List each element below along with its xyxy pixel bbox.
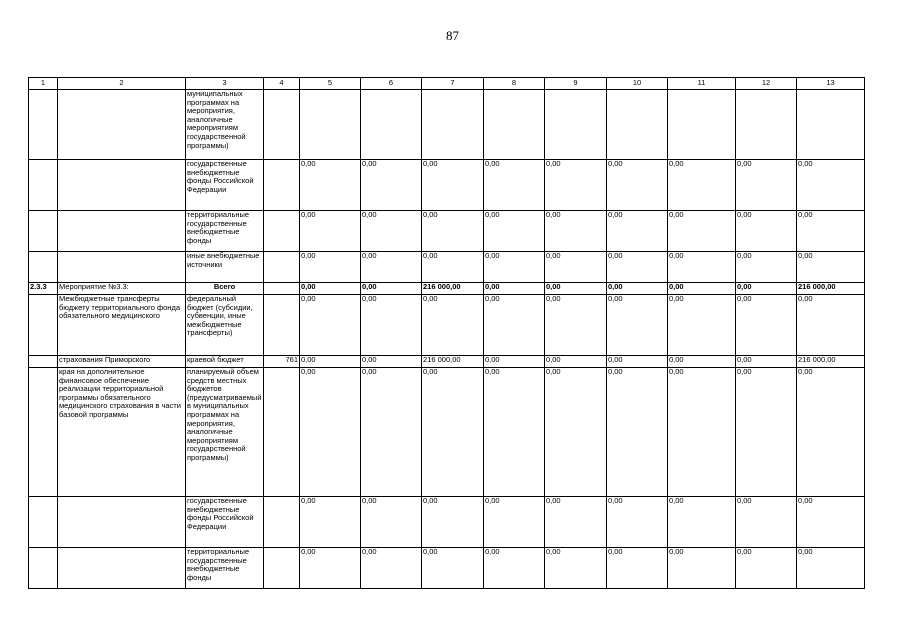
amount-cell: 0,00 <box>484 356 545 368</box>
event-name-cell: страхования Приморского <box>58 356 186 368</box>
funding-source-cell: планируемый объем средств местных бюджетов (предусматриваемый в муниципальных программах на мероприятия, аналогичные мероприятиям государственной программы) <box>186 368 264 497</box>
amount-cell: 0,00 <box>484 295 545 356</box>
row-code-cell <box>29 211 58 252</box>
amount-cell: 0,00 <box>797 160 865 211</box>
column-header: 3 <box>186 78 264 90</box>
event-name-cell <box>58 160 186 211</box>
amount-cell: 0,00 <box>545 211 607 252</box>
event-name-cell: края на дополнительное финансовое обеспечение реализации территориальной программы обязательного медицинского страхования в части базовой программы <box>58 368 186 497</box>
row-code-cell <box>29 356 58 368</box>
column-header: 5 <box>300 78 361 90</box>
amount-cell: 0,00 <box>736 368 797 497</box>
amount-cell: 0,00 <box>668 252 736 283</box>
amount-cell: 0,00 <box>545 497 607 548</box>
amount-cell: 0,00 <box>300 497 361 548</box>
amount-cell: 0,00 <box>668 548 736 589</box>
column-header: 12 <box>736 78 797 90</box>
amount-cell <box>484 90 545 160</box>
grbs-code-cell <box>264 252 300 283</box>
table-row <box>29 160 865 211</box>
amount-cell: 0,00 <box>484 160 545 211</box>
event-name-cell <box>58 90 186 160</box>
amount-cell: 0,00 <box>361 252 422 283</box>
grbs-code-cell: 761 <box>264 356 300 368</box>
event-name-cell <box>58 211 186 252</box>
amount-cell: 0,00 <box>422 252 484 283</box>
amount-cell: 0,00 <box>607 283 668 295</box>
header-row <box>29 78 865 90</box>
amount-cell: 0,00 <box>361 548 422 589</box>
table-row <box>29 90 865 160</box>
amount-cell <box>300 90 361 160</box>
table-row <box>29 356 865 368</box>
amount-cell: 0,00 <box>422 295 484 356</box>
amount-cell: 0,00 <box>361 295 422 356</box>
column-header: 8 <box>484 78 545 90</box>
amount-cell <box>607 90 668 160</box>
table-row <box>29 497 865 548</box>
amount-cell: 0,00 <box>484 211 545 252</box>
amount-cell: 216 000,00 <box>797 356 865 368</box>
amount-cell: 0,00 <box>668 295 736 356</box>
amount-cell: 0,00 <box>300 160 361 211</box>
amount-cell: 0,00 <box>300 211 361 252</box>
column-header: 6 <box>361 78 422 90</box>
amount-cell: 0,00 <box>361 368 422 497</box>
amount-cell: 0,00 <box>607 356 668 368</box>
grbs-code-cell <box>264 497 300 548</box>
amount-cell: 0,00 <box>300 295 361 356</box>
amount-cell: 0,00 <box>361 211 422 252</box>
funding-source-cell: муниципальных программах на мероприятия, аналогичные мероприятиям государственной программы) <box>186 90 264 160</box>
amount-cell: 0,00 <box>797 497 865 548</box>
grbs-code-cell <box>264 211 300 252</box>
amount-cell: 0,00 <box>545 368 607 497</box>
amount-cell: 0,00 <box>607 160 668 211</box>
row-code-cell <box>29 160 58 211</box>
amount-cell: 216 000,00 <box>422 356 484 368</box>
amount-cell: 0,00 <box>545 295 607 356</box>
column-header: 9 <box>545 78 607 90</box>
amount-cell: 0,00 <box>422 497 484 548</box>
amount-cell: 0,00 <box>545 160 607 211</box>
amount-cell: 216 000,00 <box>797 283 865 295</box>
amount-cell: 0,00 <box>668 211 736 252</box>
amount-cell: 0,00 <box>607 252 668 283</box>
amount-cell: 0,00 <box>607 211 668 252</box>
row-code-cell <box>29 497 58 548</box>
table-row <box>29 211 865 252</box>
amount-cell: 0,00 <box>797 295 865 356</box>
table-row <box>29 368 865 497</box>
column-header: 1 <box>29 78 58 90</box>
amount-cell <box>797 90 865 160</box>
grbs-code-cell <box>264 368 300 497</box>
table-row <box>29 295 865 356</box>
amount-cell: 0,00 <box>736 160 797 211</box>
amount-cell: 0,00 <box>797 252 865 283</box>
table-row <box>29 548 865 589</box>
amount-cell: 0,00 <box>736 548 797 589</box>
amount-cell: 0,00 <box>545 252 607 283</box>
funding-source-cell: государственные внебюджетные фонды Российской Федерации <box>186 497 264 548</box>
amount-cell: 0,00 <box>361 497 422 548</box>
amount-cell: 0,00 <box>607 497 668 548</box>
amount-cell: 0,00 <box>736 211 797 252</box>
amount-cell: 0,00 <box>300 356 361 368</box>
row-code-cell <box>29 90 58 160</box>
amount-cell: 0,00 <box>361 160 422 211</box>
amount-cell: 216 000,00 <box>422 283 484 295</box>
column-header: 4 <box>264 78 300 90</box>
amount-cell: 0,00 <box>300 283 361 295</box>
amount-cell: 0,00 <box>736 295 797 356</box>
amount-cell: 0,00 <box>607 368 668 497</box>
grbs-code-cell <box>264 90 300 160</box>
grbs-code-cell <box>264 160 300 211</box>
column-header: 13 <box>797 78 865 90</box>
amount-cell <box>668 90 736 160</box>
amount-cell: 0,00 <box>668 368 736 497</box>
amount-cell <box>422 90 484 160</box>
amount-cell <box>736 90 797 160</box>
page-number: 87 <box>446 28 459 43</box>
budget-table <box>28 77 865 589</box>
amount-cell: 0,00 <box>422 160 484 211</box>
funding-source-cell: территориальные государственные внебюджетные фонды <box>186 211 264 252</box>
table-row <box>29 252 865 283</box>
grbs-code-cell <box>264 548 300 589</box>
amount-cell: 0,00 <box>361 283 422 295</box>
amount-cell: 0,00 <box>736 356 797 368</box>
amount-cell: 0,00 <box>607 295 668 356</box>
amount-cell: 0,00 <box>300 252 361 283</box>
amount-cell: 0,00 <box>300 548 361 589</box>
amount-cell: 0,00 <box>545 283 607 295</box>
row-code-cell <box>29 295 58 356</box>
amount-cell: 0,00 <box>422 211 484 252</box>
row-code-cell <box>29 368 58 497</box>
event-name-cell: Межбюджетные трансферты бюджету территориального фонда обязательного медицинского <box>58 295 186 356</box>
grbs-code-cell <box>264 283 300 295</box>
table-row <box>29 283 865 295</box>
amount-cell: 0,00 <box>668 160 736 211</box>
amount-cell: 0,00 <box>736 252 797 283</box>
amount-cell: 0,00 <box>797 211 865 252</box>
amount-cell <box>545 90 607 160</box>
funding-source-cell: государственные внебюджетные фонды Российской Федерации <box>186 160 264 211</box>
funding-source-cell: федеральный бюджет (субсидии, субвенции, иные межбюджетные трансферты) <box>186 295 264 356</box>
event-name-cell <box>58 497 186 548</box>
amount-cell: 0,00 <box>668 283 736 295</box>
row-code-cell <box>29 252 58 283</box>
amount-cell: 0,00 <box>484 548 545 589</box>
funding-source-cell: иные внебюджетные источники <box>186 252 264 283</box>
funding-source-cell: Всего <box>186 283 264 295</box>
event-name-cell <box>58 252 186 283</box>
amount-cell <box>361 90 422 160</box>
amount-cell: 0,00 <box>484 283 545 295</box>
amount-cell: 0,00 <box>422 368 484 497</box>
column-header: 10 <box>607 78 668 90</box>
column-header: 11 <box>668 78 736 90</box>
amount-cell: 0,00 <box>484 368 545 497</box>
amount-cell: 0,00 <box>545 548 607 589</box>
funding-source-cell: территориальные государственные внебюджетные фонды <box>186 548 264 589</box>
amount-cell: 0,00 <box>797 548 865 589</box>
amount-cell: 0,00 <box>484 252 545 283</box>
row-code-cell <box>29 548 58 589</box>
funding-source-cell: краевой бюджет <box>186 356 264 368</box>
amount-cell: 0,00 <box>484 497 545 548</box>
amount-cell: 0,00 <box>607 548 668 589</box>
amount-cell: 0,00 <box>668 497 736 548</box>
amount-cell: 0,00 <box>668 356 736 368</box>
amount-cell: 0,00 <box>736 497 797 548</box>
event-name-cell: Мероприятие №3.3: <box>58 283 186 295</box>
amount-cell: 0,00 <box>422 548 484 589</box>
row-code-cell: 2.3.3 <box>29 283 58 295</box>
column-header: 7 <box>422 78 484 90</box>
amount-cell: 0,00 <box>797 368 865 497</box>
grbs-code-cell <box>264 295 300 356</box>
amount-cell: 0,00 <box>545 356 607 368</box>
event-name-cell <box>58 548 186 589</box>
column-header: 2 <box>58 78 186 90</box>
amount-cell: 0,00 <box>361 356 422 368</box>
amount-cell: 0,00 <box>736 283 797 295</box>
amount-cell: 0,00 <box>300 368 361 497</box>
